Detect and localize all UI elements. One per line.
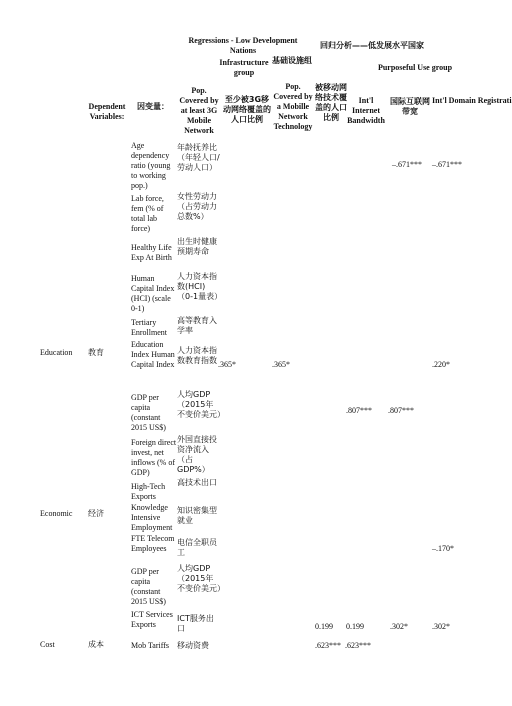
table-cell: 0.199 <box>346 622 364 631</box>
row-label-cn: 出生时健康预期寿命 <box>177 237 217 256</box>
row-label-cn: 高技术出口 <box>177 478 217 487</box>
row-label: Mob Tariffs <box>131 641 170 650</box>
row-label: GDP per capita (constant 2015 US$) <box>131 567 166 606</box>
row-label-cn: 知识密集型就业 <box>177 506 217 525</box>
group-label-cn: 经济 <box>88 509 104 518</box>
row-label: Healthy Life Exp At Birth <box>131 243 172 262</box>
table-cell: .302* <box>390 622 408 631</box>
row-label: FTE Telecom Employees <box>131 534 175 553</box>
col2-header-cn: 被移动网络技术覆盖的人口比例 <box>315 83 347 122</box>
row-label: Lab force, fem (% of total lab force) <box>131 194 164 233</box>
table-cell: .807*** <box>388 406 414 415</box>
table-cell: 0.199 <box>315 622 333 631</box>
table-cell: –.170* <box>432 544 454 553</box>
dependent-variables-label-cn: 因变量： <box>137 102 169 111</box>
group-label: Economic <box>40 509 73 518</box>
row-label-cn: 电信全职员工 <box>177 538 217 557</box>
col3-header-cn: 国际互联网带宽 <box>390 97 430 116</box>
regressions-title-cn: 回归分析——低发展水平国家 <box>320 41 424 50</box>
row-label: Foreign direct invest, net inflows (% of GDP) <box>131 438 177 477</box>
table-cell: .623*** <box>345 641 371 650</box>
row-label: GDP per capita (constant 2015 US$) <box>131 393 166 432</box>
table-cell: .302* <box>432 622 450 631</box>
col4-header: Int'l Domain Registrati <box>432 96 512 105</box>
table-cell: .807*** <box>346 406 372 415</box>
col3-header: Int'l Internet Bandwidth <box>347 96 385 125</box>
row-label: Human Capital Index (HCI) (scale 0-1) <box>131 274 175 313</box>
group-label-cn: 成本 <box>88 640 104 649</box>
table-cell: .220* <box>432 360 450 369</box>
regressions-title: Regressions - Low Development Nations <box>188 36 298 55</box>
table-cell: –.671*** <box>432 160 462 169</box>
row-label-cn: 移动资费 <box>177 641 209 650</box>
table-cell: .365* <box>272 360 290 369</box>
row-label: High-Tech Exports <box>131 482 166 501</box>
group-label: Cost <box>40 640 55 649</box>
row-label: Education Index Human Capital Index <box>131 340 175 369</box>
row-label: Tertiary Enrollment <box>131 318 167 337</box>
row-label-cn: 女性劳动力（占劳动力总数%） <box>177 192 217 221</box>
row-label: Knowledge Intensive Employment <box>131 503 173 532</box>
row-label-cn: 高等教育入学率 <box>177 316 217 335</box>
table-cell: –.671*** <box>392 160 422 169</box>
row-label-cn: ICT服务出口 <box>177 614 214 633</box>
purposeful-group-label: Purposeful Use group <box>377 63 453 72</box>
dependent-variables-label: Dependent Variables: <box>88 102 126 121</box>
infra-group-label-cn: 基础设施组 <box>272 56 312 65</box>
table-cell: .623*** <box>315 641 341 650</box>
group-label: Education <box>40 348 73 357</box>
row-label-cn: 人力资本指数(HCI)（0-1量表） <box>177 272 223 301</box>
group-label-cn: 教育 <box>88 348 104 357</box>
col1-header-cn: 至少被3G移动网络覆盖的人口比例 <box>223 95 271 124</box>
table-cell: .365* <box>218 360 236 369</box>
row-label: ICT Services Exports <box>131 610 173 629</box>
col1-header: Pop. Covered by at least 3G Mobile Network <box>179 86 219 135</box>
row-label-cn: 人力资本指数教育指数 <box>177 346 217 365</box>
row-label: Age dependency ratio (young to working pop.) <box>131 141 171 190</box>
row-label-cn: 年龄抚养比（年轻人口/劳动人口） <box>177 143 220 172</box>
row-label-cn: 人均GDP（2015年不变价美元） <box>177 390 225 419</box>
infra-group-label: Infrastructure group <box>219 58 269 77</box>
row-label-cn: 外国直接投资净流入（占GDP%） <box>177 435 217 474</box>
row-label-cn: 人均GDP（2015年不变价美元） <box>177 564 225 593</box>
col2-header: Pop. Covered by a Mobille Network Technology <box>273 82 313 131</box>
